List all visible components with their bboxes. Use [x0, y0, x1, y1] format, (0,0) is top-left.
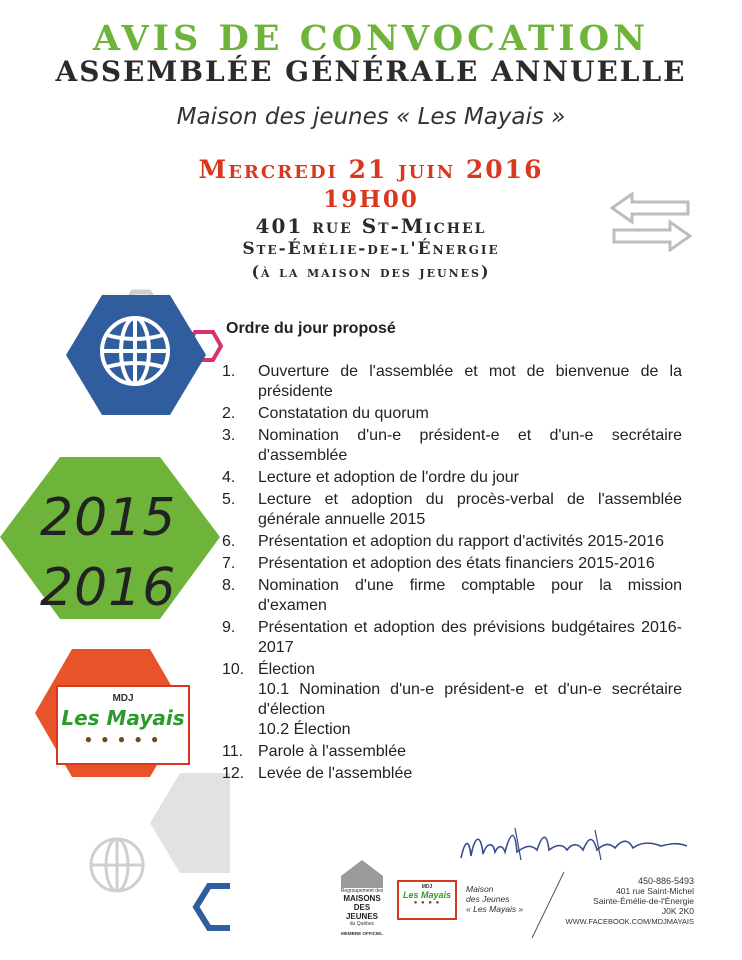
- agenda-item-text: Présentation et adoption des prévisions budgétaires 2016-2017: [258, 619, 682, 656]
- event-time: 19H00: [323, 186, 419, 213]
- event-date: Mercredi 21 juin 2016: [198, 155, 544, 184]
- agenda-item: [222, 576, 682, 616]
- agenda-item-text: Élection: [258, 661, 315, 678]
- agenda-item: [222, 554, 682, 574]
- agenda-item-number: 11.: [222, 743, 244, 760]
- agenda-item-content: [258, 468, 682, 488]
- agenda-item: [222, 742, 682, 762]
- event-address-city: Ste-Émélie-de-l'Énergie: [242, 239, 500, 259]
- assembly-title: ASSEMBLÉE GÉNÉRALE ANNUELLE: [55, 55, 687, 88]
- agenda-item-content: [258, 576, 682, 616]
- rmjq-line2: MAISONS: [343, 894, 381, 903]
- agenda-title: Ordre du jour proposé: [226, 320, 396, 337]
- agenda-item-text: Parole à l'assemblée: [258, 743, 407, 760]
- footer-contact: [560, 876, 694, 927]
- mdj-logo-small-name: Les Mayais: [402, 890, 452, 900]
- signature: [455, 820, 695, 870]
- agenda-item: [222, 362, 682, 402]
- agenda-item: [222, 764, 682, 784]
- agenda-item-content: [258, 742, 682, 762]
- mdj-logo: [56, 685, 190, 765]
- globe-icon: [97, 313, 173, 389]
- agenda-item-number: 7.: [222, 555, 236, 572]
- agenda-item-number: 2.: [222, 405, 236, 422]
- agenda-item-content: [258, 660, 682, 740]
- rmjq-member: MEMBRE OFFICIEL: [341, 931, 383, 936]
- agenda-item: [222, 468, 682, 488]
- agenda-item: [222, 404, 682, 424]
- agenda-item: [222, 618, 682, 658]
- mdj-logo-name: Les Mayais: [61, 706, 185, 730]
- footer-maison-line2: des Jeunes: [466, 894, 510, 904]
- event-address-street: 401 rue St-Michel: [255, 214, 487, 238]
- agenda-item-number: 4.: [222, 469, 236, 486]
- footer-street: 401 rue Saint-Michel: [616, 886, 694, 896]
- agenda-item-text: Présentation et adoption du rapport d'activités 2015-2016: [258, 533, 664, 550]
- agenda-item-text: Ouverture de l'assemblée et mot de bienvenue de la présidente: [258, 363, 682, 400]
- footer-phone: 450-886-5493: [637, 876, 694, 886]
- rmjq-line1: Regroupement des: [340, 888, 384, 894]
- agenda-item-number: 3.: [222, 427, 236, 444]
- mdj-logo-small-tag: MDJ: [421, 884, 433, 890]
- rmjq-line3: DES JEUNES: [345, 903, 378, 921]
- footer-maison-line3: « Les Mayais »: [466, 904, 524, 914]
- footer-maison-line1: Maison: [466, 884, 494, 894]
- footer-maison: [466, 884, 523, 914]
- rmjq-line4: du Québec: [349, 921, 375, 927]
- notice-title: AVIS DE CONVOCATION: [92, 18, 650, 59]
- mdj-logo-tag: MDJ: [112, 693, 134, 704]
- year-end: 2016: [40, 558, 177, 618]
- agenda-item-number: 12.: [222, 765, 245, 782]
- agenda-item: [222, 660, 682, 740]
- agenda-item-content: [258, 426, 682, 466]
- agenda-subitem-text: 10.2 Élection: [258, 721, 351, 738]
- agenda-item-text: Lecture et adoption de l'ordre du jour: [258, 469, 520, 486]
- agenda-item-number: 1.: [222, 363, 236, 380]
- agenda-item: [222, 490, 682, 530]
- footer-facebook[interactable]: WWW.FACEBOOK.COM/MDJMAYAIS: [565, 917, 694, 926]
- mdj-logo-small-dots: ● ● ● ●: [413, 900, 441, 906]
- agenda-item-content: [258, 764, 682, 784]
- agenda-item-number: 8.: [222, 577, 236, 594]
- agenda-item-number: 10.: [222, 661, 245, 678]
- agenda-item-content: [258, 362, 682, 402]
- agenda-item-text: Nomination d'un-e président-e et d'un-e secrétaire d'assemblée: [258, 427, 682, 464]
- agenda-item-content: [258, 404, 682, 424]
- footer-postal: J0K 2K0: [661, 906, 694, 916]
- event-address-location: (à la maison des jeunes): [251, 262, 491, 281]
- agenda-item-content: [258, 554, 682, 574]
- agenda-item-text: Présentation et adoption des états financiers 2015-2016: [258, 555, 655, 572]
- agenda-item-number: 5.: [222, 491, 236, 508]
- year-start: 2015: [40, 488, 177, 548]
- agenda-item-content: [258, 532, 682, 552]
- agenda-item-number: 6.: [222, 533, 236, 550]
- agenda-item: [222, 426, 682, 466]
- agenda-item-content: [258, 490, 682, 530]
- agenda-item: [222, 532, 682, 552]
- agenda-item-text: Levée de l'assemblée: [258, 765, 413, 782]
- house-icon: [339, 858, 385, 888]
- agenda-list: [222, 362, 682, 786]
- exchange-arrows-icon: [610, 192, 692, 252]
- mdj-logo-dots: ● ● ● ● ●: [84, 732, 162, 746]
- agenda-subitem-text: 10.1 Nomination d'un-e président-e et d'un-e secrétaire d'élection: [258, 681, 682, 718]
- agenda-item-content: [258, 618, 682, 658]
- agenda-item-number: 9.: [222, 619, 236, 636]
- organization-name: Maison des jeunes « Les Mayais »: [176, 104, 566, 130]
- mdj-logo-small: [397, 880, 457, 920]
- footer-city: Sainte-Émélie-de-l'Énergie: [593, 896, 694, 906]
- agenda-item-text: Constatation du quorum: [258, 405, 429, 422]
- agenda-item-text: Lecture et adoption du procès-verbal de l'assemblée générale annuelle 2015: [258, 491, 682, 528]
- agenda-item-text: Nomination d'une firme comptable pour la mission d'examen: [258, 577, 682, 614]
- rmjq-logo: [339, 858, 385, 938]
- globe-outline-icon: [88, 836, 146, 894]
